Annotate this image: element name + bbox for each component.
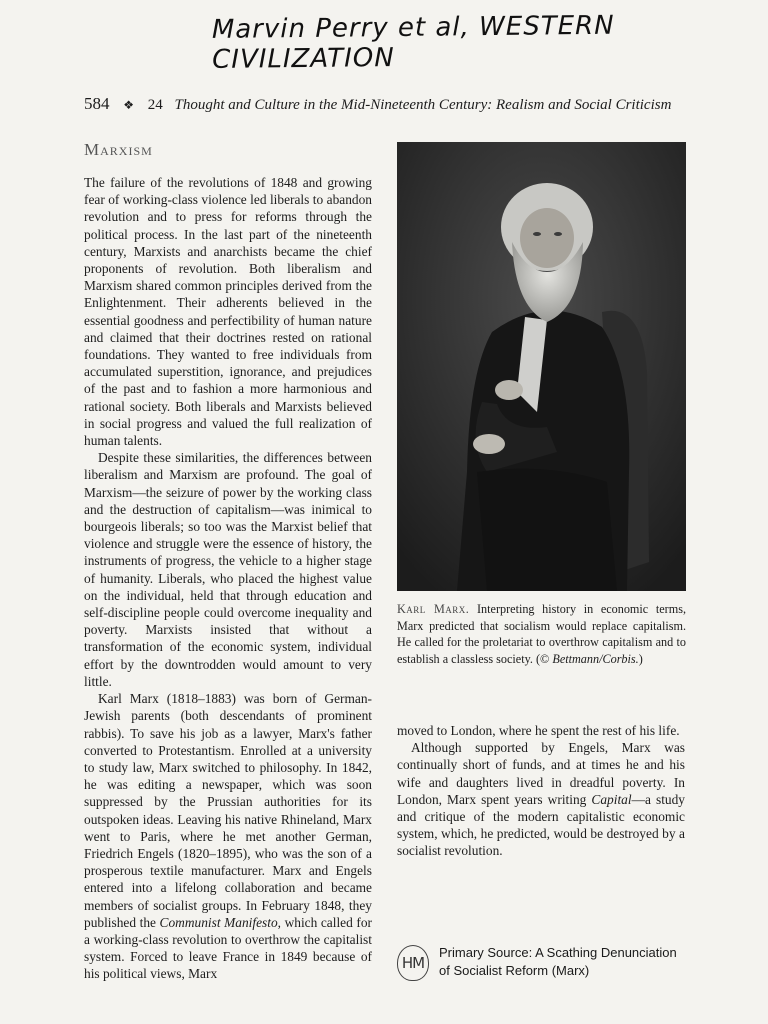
primary-source-label[interactable]: Primary Source: A Scathing Denunciation of Socialist Reform (Marx) — [439, 945, 677, 978]
right-paragraph-1: moved to London, where he spent the rest of his life. — [397, 723, 680, 738]
chapter-number: 24 — [147, 97, 163, 113]
right-paragraph-2-text-a: Although supported by Engels, Marx was continually short of funds, and at times he and his wife and daughters lived in dreadful poverty. In London, Marx spent years writing — [397, 740, 685, 807]
hm-logo-icon: HM — [397, 945, 429, 981]
portrait-photo-karl-marx — [397, 142, 686, 591]
capital-title: Capital — [591, 791, 632, 807]
caption-name: Karl Marx. — [397, 602, 470, 616]
left-column — [84, 174, 372, 983]
right-column — [397, 722, 685, 860]
photo-caption — [397, 601, 686, 667]
caption-credit: Bettmann/Corbis. — [552, 651, 639, 666]
right-paragraph-2 — [397, 739, 685, 859]
paragraph-3 — [84, 690, 372, 982]
paragraph-1: The failure of the revolutions of 1848 and growing fear of working-class violence led liberals to abandon revolution and to press for reforms through the political process. In the last part of the nineteenth century, Marxists and anarchists became the chief proponents of revolution. Both liberalism and Marxism shared common principles derived from the Enlightenment. Their adherents believed in the essential goodness and perfectibility of human nature and claimed that their doctrines rested on rational foundations. They wanted to free individuals from accumulated superstition, ignorance, and prejudices of the past and to fashion a more harmonious and rational society. Both liberals and Marxists believed in social progress and valued the full realization of human talents. — [84, 175, 372, 449]
section-title: Marxism — [84, 140, 153, 159]
handwritten-note: Marvin Perry et al, WESTERN CIVILIZATION — [211, 10, 615, 75]
right-paragraph-2-text-b: —a study and critique of the modern capitalistic economic system, which, he predicted, would be destroyed by a socialist revolution. — [397, 791, 686, 859]
caption-close: ) — [638, 651, 643, 666]
paragraph-3-text-a: Karl Marx (1818–1883) was born of German-Jewish parents (both descendants of prominent rabbis). To save his job as a lawyer, Marx's father converted to Protestantism. Enrolled at a university to study law, Marx switched to philosophy. In 1842, he was editing a newspaper, which was soon suppressed by the Prussian authorities for its outspoken ideas. Leaving his native Rhineland, Marx went to Paris, where he met another German, Friedrich Engels (1820–1895), who was the son of a prosperous textile manufacturer. Marx and Engels entered into a lifelong collaboration and became members of socialist groups. In February 1848, they published the — [84, 691, 372, 930]
primary-source-box[interactable] — [397, 942, 697, 988]
paragraph-3-text-b: , which called for a working-class revolution to overthrow the capitalist system. Forced to leave France in 1849 because of his political views, Marx — [84, 914, 372, 982]
page-number: 584 — [84, 94, 110, 113]
portrait-illustration — [397, 142, 686, 591]
diamond-ornament-icon: ❖ — [123, 98, 135, 112]
chapter-title: Thought and Culture in the Mid-Nineteenth Century: Realism and Social Criticism — [174, 97, 672, 113]
paragraph-2: Despite these similarities, the differences between liberalism and Marxism are profound. The goal of Marxism—the seizure of power by the working class and the destruction of capitalism—was inimical to bourgeois liberals; so too was the Marxist belief that violence and struggle were the essence of history, the instruments of progress, the vehicle to a higher stage of humanity. Liberals, who placed the highest value on the individual, held that through education and self-discipline people could overcome inequality and poverty. Marxists insisted that without a transformation of the economic system, individual effort by the downtrodden would amount to very little. — [84, 450, 372, 689]
communist-manifesto-title: Communist Manifesto — [159, 914, 278, 930]
running-head — [84, 94, 694, 114]
caption-text: Interpreting history in economic terms, Marx predicted that socialism would replace capitalism. He called for the proletariat to overthrow capitalism and to establish a classless society. (© — [397, 602, 686, 666]
